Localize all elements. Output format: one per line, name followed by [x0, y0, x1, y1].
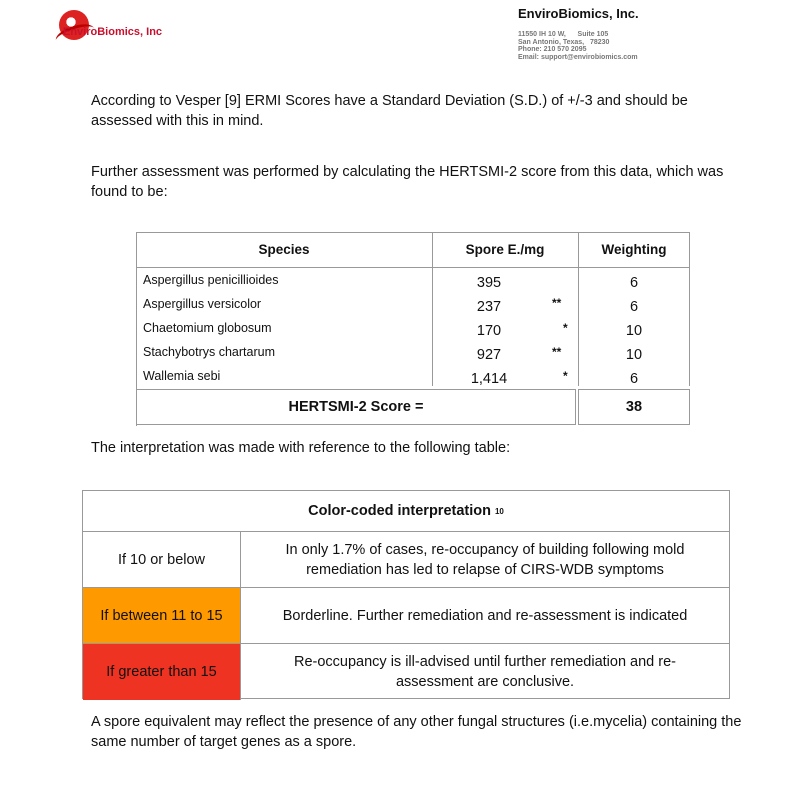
- interpretation-text: [241, 644, 729, 700]
- significance-stars: *: [563, 369, 568, 383]
- company-logo: [55, 8, 205, 48]
- company-name: EnviroBiomics, Inc.: [518, 6, 639, 21]
- weighting-value: 6: [629, 371, 639, 387]
- weighting-value: 10: [625, 347, 643, 363]
- interpretation-text: [241, 532, 729, 588]
- address-line-1: 11550 IH 10 W, Suite 105: [518, 31, 609, 38]
- species-name: Wallemia sebi: [143, 369, 221, 383]
- significance-stars: **: [552, 296, 562, 310]
- interpretation-title: Color-coded interpretation: [308, 503, 491, 519]
- paragraph-spore-equivalent: A spore equivalent may reflect the presence of any other fungal structures (i.e.mycelia) containing the same number of target genes as a spore.: [91, 714, 742, 750]
- weighting-header: Weighting: [601, 242, 667, 257]
- reference-superscript: 10: [494, 506, 504, 516]
- interpretation-text-content: Re-occupancy is ill-advised until further remediation and re-assessment are conclusive.: [293, 654, 676, 690]
- species-name: Chaetomium globosum: [143, 321, 272, 335]
- interpretation-text: [241, 588, 729, 644]
- interpretation-row-borderline: [83, 587, 729, 644]
- significance-stars: *: [563, 321, 568, 335]
- weighting-value: 6: [629, 299, 639, 315]
- company-info: [518, 6, 639, 61]
- spore-value: 927: [476, 347, 502, 363]
- species-header: Species: [258, 242, 310, 257]
- interpretation-text-content: In only 1.7% of cases, re-occupancy of building following mold remediation has led to relapse of CIRS-WDB symptoms: [285, 542, 685, 578]
- interpretation-text-content: Borderline. Further remediation and re-assessment is indicated: [282, 608, 688, 624]
- interpretation-title-cell: [83, 491, 729, 531]
- paragraph-hertsmi-intro: Further assessment was performed by calculating the HERTSMI-2 score from this data, which was found to be:: [91, 164, 724, 200]
- score-value: 38: [625, 399, 643, 415]
- spore-value: 395: [476, 275, 502, 291]
- spore-value: 170: [476, 323, 502, 339]
- email: Email: support@envirobiomics.com: [518, 53, 638, 61]
- condition-cell: If greater than 15: [83, 644, 241, 700]
- interpretation-row-low: [83, 531, 729, 588]
- spore-header: Spore E./mg: [465, 242, 545, 257]
- score-label: HERTSMI-2 Score =: [288, 399, 424, 415]
- species-name: Aspergillus versicolor: [143, 297, 262, 311]
- condition-cell: If 10 or below: [83, 532, 241, 588]
- species-name: Aspergillus penicillioides: [143, 273, 279, 287]
- weighting-value: 10: [625, 323, 643, 339]
- logo-text: EnviroBiomics, Inc: [63, 26, 163, 38]
- condition-cell: If between 11 to 15: [83, 588, 241, 644]
- interpretation-row-high: [83, 643, 729, 700]
- paragraph-sd-note: According to Vesper [9] ERMI Scores have a Standard Deviation (S.D.) of +/-3 and should be assessed with this in mind.: [91, 93, 688, 129]
- spore-value: 237: [476, 299, 502, 315]
- species-table: [136, 232, 690, 426]
- species-name: Stachybotrys chartarum: [143, 345, 275, 359]
- paragraph-interpretation-intro: The interpretation was made with reference to the following table:: [91, 440, 511, 456]
- address-line-2: San Antonio, Texas, 78230: [518, 38, 610, 46]
- spore-value: 1,414: [470, 371, 508, 387]
- interpretation-table: [82, 490, 730, 699]
- phone: Phone: 210 570 2095: [518, 46, 587, 53]
- significance-stars: **: [552, 345, 562, 359]
- weighting-value: 6: [629, 275, 639, 291]
